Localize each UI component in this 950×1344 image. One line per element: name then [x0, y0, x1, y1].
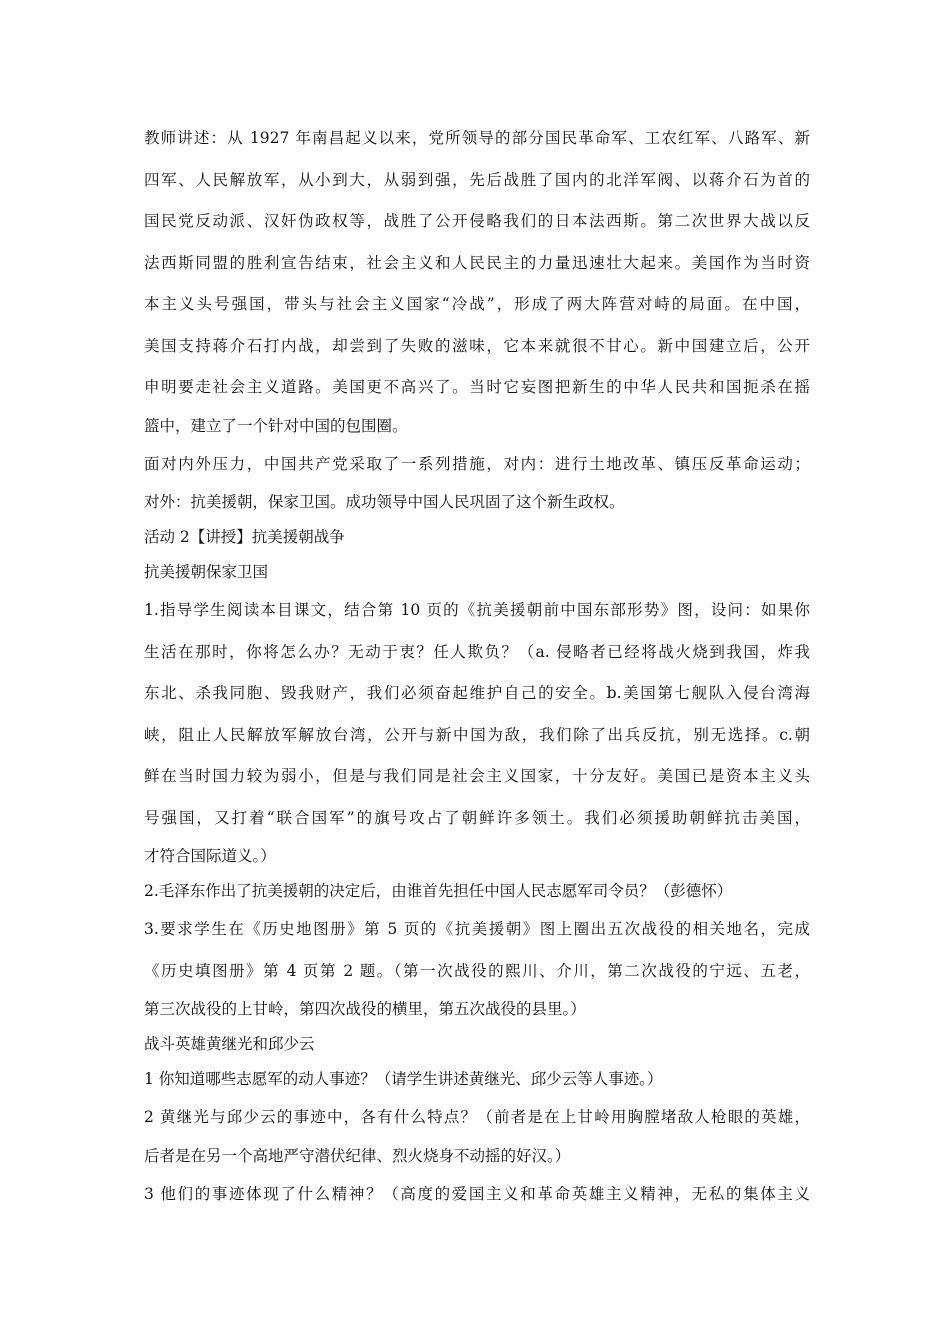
- text-line: 3 他们的事迹体现了什么精神？（高度的爱国主义和革命英雄主义精神，无私的集体主义: [144, 1184, 810, 1203]
- text-line: 2.毛泽东作出了抗美援朝的决定后，由谁首先担任中国人民志愿军司令员？（彭德怀）: [144, 882, 733, 900]
- text-line: 美国支持蒋介石打内战，却尝到了失败的滋味，它本来就很不甘心。新中国建立后，公开: [144, 336, 810, 355]
- text-line: 鲜在当时国力较为弱小，但是与我们同是社会主义国家，十分友好。美国已是资本主义头: [144, 767, 810, 785]
- text-line: 生活在那时，你将怎么办？无动于衷？任人欺负？（a. 侵略者已经将战火烧到我国，炸我: [144, 642, 810, 661]
- text-line: 篮中，建立了一个针对中国的包围圈。: [144, 416, 408, 435]
- text-line: 教师讲述：从 1927 年南昌起义以来，党所领导的部分国民革命军、工农红军、八路军、新: [144, 129, 810, 147]
- text-line: 对外：抗美援朝，保家卫国。成功领导中国人民巩固了这个新生政权。: [144, 493, 625, 511]
- text-line: 号强国，又打着“联合国军”的旗号攻占了朝鲜许多领土。我们必须援助朝鲜抗击美国，: [144, 808, 810, 827]
- document-body: [144, 118, 810, 1215]
- text-line: 本主义头号强国，带头与社会主义国家“冷战”，形成了两大阵营对峙的局面。在中国，: [144, 295, 810, 313]
- text-line: 活动 2【讲授】抗美援朝战争: [144, 528, 345, 546]
- text-line: 《历史填图册》第 4 页第 2 题。（第一次战役的熙川、介川，第二次战役的宁远、五老，: [144, 961, 810, 980]
- text-line: 3.要求学生在《历史地图册》第 5 页的《抗美援朝》图上圈出五次战役的相关地名，完成: [144, 920, 810, 938]
- text-line: 峡，阻止人民解放军解放台湾，公开与新中国为敌，我们除了出兵反抗，别无选择。c.朝: [144, 725, 810, 744]
- text-line: 法西斯同盟的胜利宣告结束，社会主义和人民民主的力量迅速壮大起来。美国作为当时资: [144, 253, 810, 272]
- text-line: 东北、杀我同胞、毁我财产，我们必须奋起维护自己的安全。b.美国第七舰队入侵台湾海: [144, 684, 810, 702]
- text-line: 2 黄继光与邱少云的事迹中，各有什么特点？（前者是在上甘岭用胸膛堵敌人枪眼的英雄，: [144, 1108, 810, 1126]
- text-line: 战斗英雄黄继光和邱少云: [144, 1035, 315, 1053]
- text-line: 抗美援朝保家卫国: [144, 563, 269, 581]
- text-line: 才符合国际道义。）: [144, 847, 276, 865]
- text-line: 四军、人民解放军，从小到大，从弱到强，先后战胜了国内的北洋军阀、以蒋介石为首的: [144, 170, 810, 189]
- text-line: 1 你知道哪些志愿军的动人事迹？（请学生讲述黄继光、邱少云等人事迹。）: [144, 1070, 663, 1088]
- text-line: 国民党反动派、汉奸伪政权等，战胜了公开侵略我们的日本法西斯。第二次世界大战以反: [144, 212, 810, 230]
- text-line: 1.指导学生阅读本目课文，结合第 10 页的《抗美援朝前中国东部形势》图，设问：如果你: [144, 601, 810, 619]
- text-line: 后者是在另一个高地严守潜伏纪律、烈火烧身不动摇的好汉。）: [144, 1146, 571, 1165]
- text-line: 申明要走社会主义道路。美国更不高兴了。当时它妄图把新生的中华人民共和国扼杀在摇: [144, 378, 810, 396]
- text-line: 面对内外压力，中国共产党采取了一系列措施，对内：进行土地改革、镇压反革命运动；: [144, 454, 810, 473]
- text-line: 第三次战役的上甘岭，第四次战役的横里，第五次战役的县里。）: [144, 1000, 586, 1018]
